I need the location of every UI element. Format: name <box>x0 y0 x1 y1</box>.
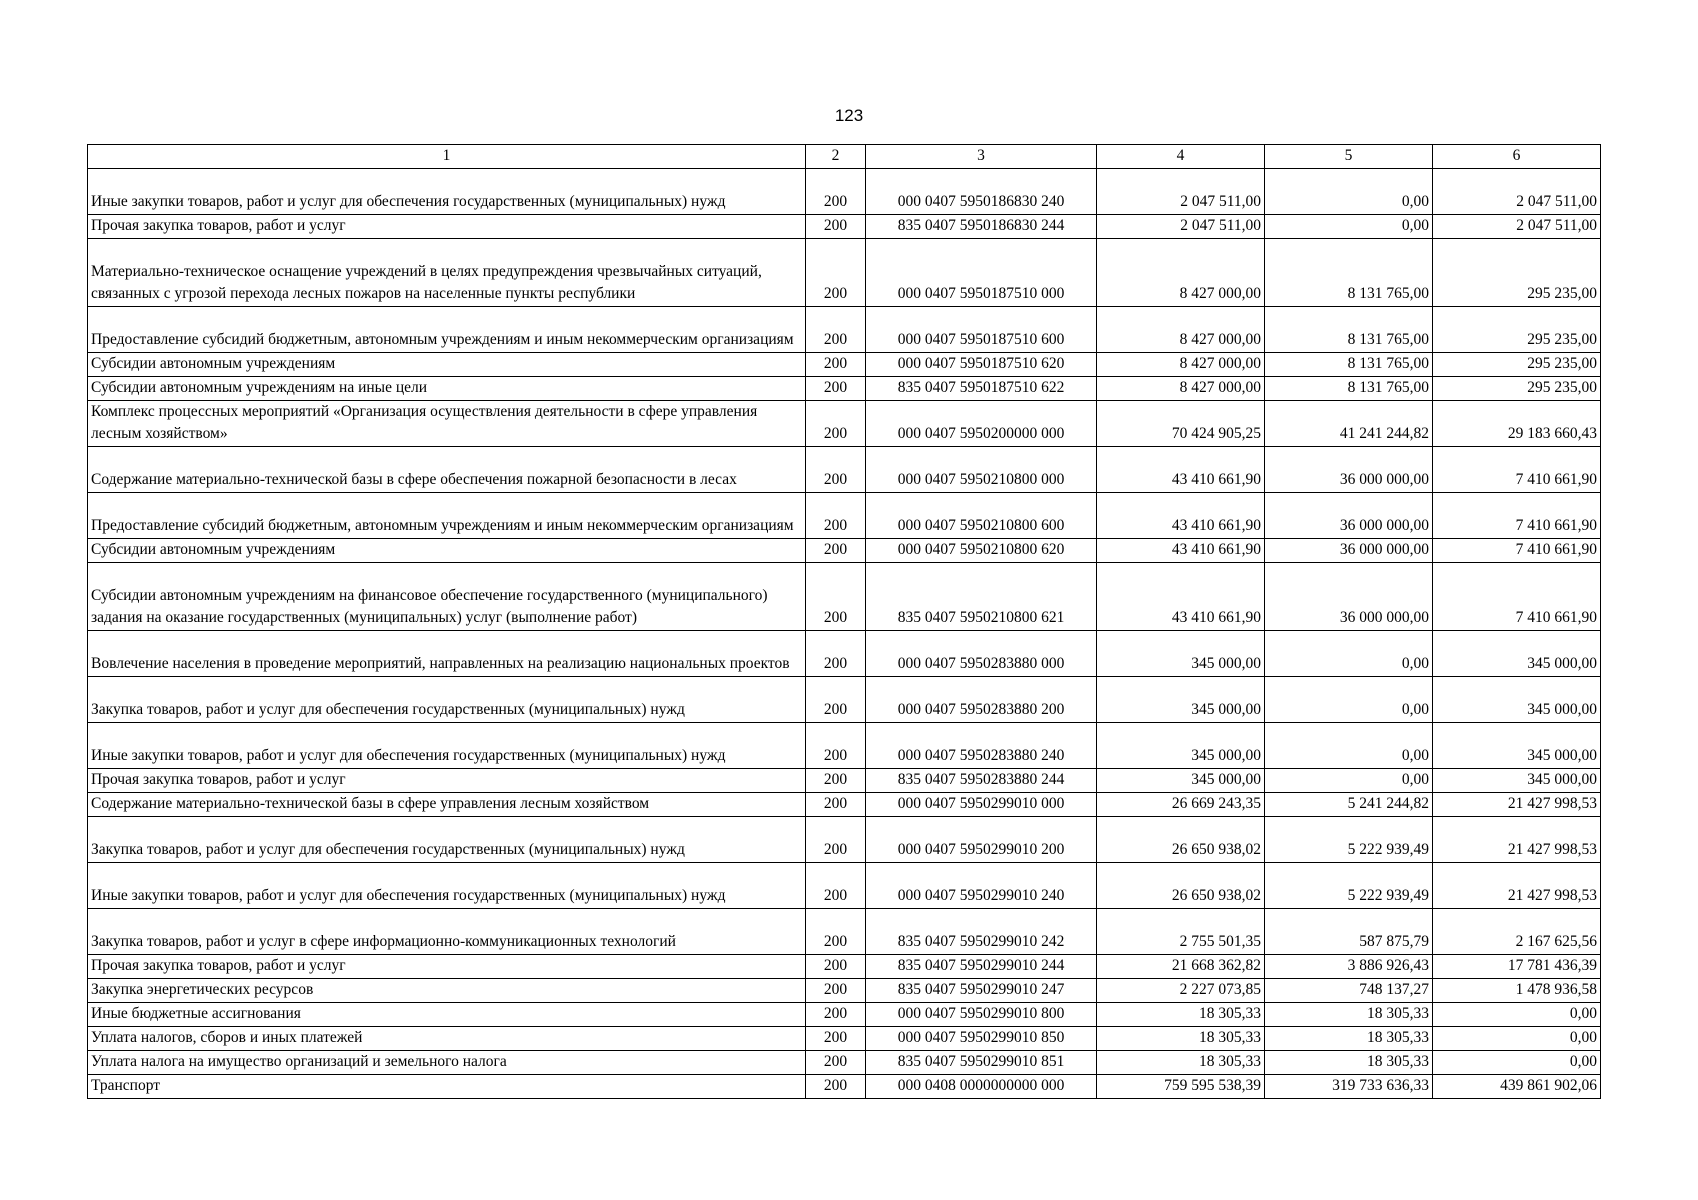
table-row <box>88 493 1601 539</box>
row-value-col6: 345 000,00 <box>1433 631 1601 677</box>
column-header-4: 4 <box>1097 145 1265 169</box>
row-value-col5: 18 305,33 <box>1265 1051 1433 1075</box>
table-row <box>88 631 1601 677</box>
row-code-cell: 200 <box>806 979 866 1003</box>
table-row <box>88 1003 1601 1027</box>
row-name-cell: Предоставление субсидий бюджетным, автономным учреждениям и иным некоммерческим организациям <box>88 307 806 353</box>
table-row <box>88 793 1601 817</box>
row-value-col6: 7 410 661,90 <box>1433 563 1601 631</box>
row-value-col4: 2 227 073,85 <box>1097 979 1265 1003</box>
row-value-col4: 21 668 362,82 <box>1097 955 1265 979</box>
row-kbk-cell: 835 0407 5950283880 244 <box>866 769 1097 793</box>
row-value-col6: 345 000,00 <box>1433 723 1601 769</box>
row-kbk-cell: 835 0407 5950299010 244 <box>866 955 1097 979</box>
row-value-col6: 439 861 902,06 <box>1433 1075 1601 1099</box>
row-code-cell: 200 <box>806 215 866 239</box>
row-value-col5: 3 886 926,43 <box>1265 955 1433 979</box>
row-name-cell: Закупка товаров, работ и услуг в сфере информационно-коммуникационных технологий <box>88 909 806 955</box>
row-name-cell: Уплата налогов, сборов и иных платежей <box>88 1027 806 1051</box>
row-value-col5: 36 000 000,00 <box>1265 539 1433 563</box>
row-kbk-cell: 835 0407 5950186830 244 <box>866 215 1097 239</box>
column-header-5: 5 <box>1265 145 1433 169</box>
row-name-cell: Закупка товаров, работ и услуг для обеспечения государственных (муниципальных) нужд <box>88 677 806 723</box>
row-value-col4: 43 410 661,90 <box>1097 493 1265 539</box>
table-row <box>88 979 1601 1003</box>
row-value-col4: 18 305,33 <box>1097 1051 1265 1075</box>
row-kbk-cell: 000 0407 5950187510 620 <box>866 353 1097 377</box>
table-row <box>88 563 1601 631</box>
table-row <box>88 169 1601 215</box>
row-value-col4: 43 410 661,90 <box>1097 563 1265 631</box>
row-kbk-cell: 000 0407 5950187510 000 <box>866 239 1097 307</box>
row-name-cell: Закупка товаров, работ и услуг для обеспечения государственных (муниципальных) нужд <box>88 817 806 863</box>
row-name-cell: Иные закупки товаров, работ и услуг для обеспечения государственных (муниципальных) нужд <box>88 863 806 909</box>
row-code-cell: 200 <box>806 769 866 793</box>
row-kbk-cell: 835 0407 5950210800 621 <box>866 563 1097 631</box>
table-row <box>88 377 1601 401</box>
row-code-cell: 200 <box>806 563 866 631</box>
row-name-cell: Уплата налога на имущество организаций и земельного налога <box>88 1051 806 1075</box>
row-value-col6: 295 235,00 <box>1433 307 1601 353</box>
row-value-col4: 18 305,33 <box>1097 1003 1265 1027</box>
table-row <box>88 239 1601 307</box>
table-row <box>88 401 1601 447</box>
row-kbk-cell: 000 0407 5950283880 240 <box>866 723 1097 769</box>
row-value-col4: 2 755 501,35 <box>1097 909 1265 955</box>
row-code-cell: 200 <box>806 307 866 353</box>
row-value-col5: 5 241 244,82 <box>1265 793 1433 817</box>
column-header-1: 1 <box>88 145 806 169</box>
row-code-cell: 200 <box>806 1003 866 1027</box>
row-code-cell: 200 <box>806 401 866 447</box>
table-row <box>88 769 1601 793</box>
column-header-3: 3 <box>866 145 1097 169</box>
column-header-6: 6 <box>1433 145 1601 169</box>
row-value-col4: 8 427 000,00 <box>1097 353 1265 377</box>
table-body <box>88 169 1601 1099</box>
row-name-cell: Вовлечение населения в проведение мероприятий, направленных на реализацию национальных проектов <box>88 631 806 677</box>
table-row <box>88 1051 1601 1075</box>
row-value-col6: 0,00 <box>1433 1003 1601 1027</box>
row-value-col4: 2 047 511,00 <box>1097 215 1265 239</box>
row-kbk-cell: 835 0407 5950187510 622 <box>866 377 1097 401</box>
row-value-col4: 26 650 938,02 <box>1097 863 1265 909</box>
row-code-cell: 200 <box>806 677 866 723</box>
row-code-cell: 200 <box>806 493 866 539</box>
row-value-col5: 18 305,33 <box>1265 1027 1433 1051</box>
row-value-col6: 21 427 998,53 <box>1433 817 1601 863</box>
row-kbk-cell: 000 0407 5950210800 620 <box>866 539 1097 563</box>
row-kbk-cell: 000 0407 5950187510 600 <box>866 307 1097 353</box>
row-value-col5: 5 222 939,49 <box>1265 863 1433 909</box>
row-name-cell: Субсидии автономным учреждениям <box>88 539 806 563</box>
row-value-col5: 587 875,79 <box>1265 909 1433 955</box>
row-value-col6: 17 781 436,39 <box>1433 955 1601 979</box>
table-row <box>88 1027 1601 1051</box>
row-value-col4: 8 427 000,00 <box>1097 377 1265 401</box>
row-value-col6: 295 235,00 <box>1433 353 1601 377</box>
table-row <box>88 817 1601 863</box>
row-code-cell: 200 <box>806 539 866 563</box>
row-value-col6: 345 000,00 <box>1433 769 1601 793</box>
budget-table <box>87 144 1601 1099</box>
table-row <box>88 723 1601 769</box>
row-kbk-cell: 000 0407 5950210800 000 <box>866 447 1097 493</box>
row-value-col4: 43 410 661,90 <box>1097 447 1265 493</box>
row-value-col5: 41 241 244,82 <box>1265 401 1433 447</box>
row-kbk-cell: 000 0407 5950186830 240 <box>866 169 1097 215</box>
row-kbk-cell: 000 0407 5950299010 850 <box>866 1027 1097 1051</box>
row-value-col5: 8 131 765,00 <box>1265 307 1433 353</box>
row-value-col6: 7 410 661,90 <box>1433 447 1601 493</box>
row-value-col6: 2 167 625,56 <box>1433 909 1601 955</box>
row-value-col4: 345 000,00 <box>1097 677 1265 723</box>
row-value-col4: 26 650 938,02 <box>1097 817 1265 863</box>
row-value-col6: 21 427 998,53 <box>1433 793 1601 817</box>
table-row <box>88 1075 1601 1099</box>
row-value-col5: 8 131 765,00 <box>1265 377 1433 401</box>
row-name-cell: Субсидии автономным учреждениям на иные цели <box>88 377 806 401</box>
row-name-cell: Иные бюджетные ассигнования <box>88 1003 806 1027</box>
table-row <box>88 215 1601 239</box>
row-kbk-cell: 000 0407 5950200000 000 <box>866 401 1097 447</box>
table-row <box>88 955 1601 979</box>
row-name-cell: Иные закупки товаров, работ и услуг для обеспечения государственных (муниципальных) нужд <box>88 169 806 215</box>
row-name-cell: Иные закупки товаров, работ и услуг для обеспечения государственных (муниципальных) нужд <box>88 723 806 769</box>
row-name-cell: Прочая закупка товаров, работ и услуг <box>88 955 806 979</box>
row-kbk-cell: 000 0407 5950299010 200 <box>866 817 1097 863</box>
row-kbk-cell: 000 0407 5950299010 800 <box>866 1003 1097 1027</box>
row-name-cell: Субсидии автономным учреждениям <box>88 353 806 377</box>
row-code-cell: 200 <box>806 169 866 215</box>
row-code-cell: 200 <box>806 1027 866 1051</box>
row-name-cell: Транспорт <box>88 1075 806 1099</box>
row-value-col5: 748 137,27 <box>1265 979 1433 1003</box>
row-value-col6: 2 047 511,00 <box>1433 215 1601 239</box>
row-kbk-cell: 000 0407 5950283880 000 <box>866 631 1097 677</box>
table-row <box>88 307 1601 353</box>
row-value-col4: 8 427 000,00 <box>1097 239 1265 307</box>
row-value-col6: 29 183 660,43 <box>1433 401 1601 447</box>
row-name-cell: Предоставление субсидий бюджетным, автономным учреждениям и иным некоммерческим организациям <box>88 493 806 539</box>
table-row <box>88 863 1601 909</box>
row-value-col5: 5 222 939,49 <box>1265 817 1433 863</box>
row-value-col6: 21 427 998,53 <box>1433 863 1601 909</box>
row-value-col4: 2 047 511,00 <box>1097 169 1265 215</box>
table-row <box>88 447 1601 493</box>
row-value-col5: 0,00 <box>1265 723 1433 769</box>
row-name-cell: Содержание материально-технической базы в сфере обеспечения пожарной безопасности в лесах <box>88 447 806 493</box>
row-value-col5: 0,00 <box>1265 169 1433 215</box>
row-value-col4: 345 000,00 <box>1097 769 1265 793</box>
row-code-cell: 200 <box>806 447 866 493</box>
row-value-col5: 18 305,33 <box>1265 1003 1433 1027</box>
row-name-cell: Закупка энергетических ресурсов <box>88 979 806 1003</box>
row-value-col6: 7 410 661,90 <box>1433 493 1601 539</box>
row-value-col5: 36 000 000,00 <box>1265 493 1433 539</box>
row-code-cell: 200 <box>806 863 866 909</box>
row-value-col4: 759 595 538,39 <box>1097 1075 1265 1099</box>
row-value-col6: 295 235,00 <box>1433 377 1601 401</box>
row-code-cell: 200 <box>806 909 866 955</box>
row-kbk-cell: 835 0407 5950299010 247 <box>866 979 1097 1003</box>
row-code-cell: 200 <box>806 1075 866 1099</box>
row-value-col5: 36 000 000,00 <box>1265 563 1433 631</box>
row-name-cell: Субсидии автономным учреждениям на финансовое обеспечение государственного (муниципального) задания на оказание государственных (муниципальных) услуг (выполнение работ) <box>88 563 806 631</box>
row-value-col5: 36 000 000,00 <box>1265 447 1433 493</box>
row-kbk-cell: 000 0407 5950299010 000 <box>866 793 1097 817</box>
row-value-col6: 0,00 <box>1433 1027 1601 1051</box>
column-header-2: 2 <box>806 145 866 169</box>
row-value-col6: 7 410 661,90 <box>1433 539 1601 563</box>
row-code-cell: 200 <box>806 353 866 377</box>
row-value-col4: 345 000,00 <box>1097 631 1265 677</box>
row-value-col5: 319 733 636,33 <box>1265 1075 1433 1099</box>
row-name-cell: Материально-техническое оснащение учреждений в целях предупреждения чрезвычайных ситуаций, связанных с угрозой перехода лесных пожаров на населенные пункты республики <box>88 239 806 307</box>
row-code-cell: 200 <box>806 631 866 677</box>
row-value-col5: 0,00 <box>1265 769 1433 793</box>
row-kbk-cell: 000 0408 0000000000 000 <box>866 1075 1097 1099</box>
row-value-col4: 70 424 905,25 <box>1097 401 1265 447</box>
row-value-col4: 18 305,33 <box>1097 1027 1265 1051</box>
row-kbk-cell: 000 0407 5950210800 600 <box>866 493 1097 539</box>
row-kbk-cell: 835 0407 5950299010 242 <box>866 909 1097 955</box>
row-name-cell: Прочая закупка товаров, работ и услуг <box>88 769 806 793</box>
row-code-cell: 200 <box>806 239 866 307</box>
row-name-cell: Содержание материально-технической базы в сфере управления лесным хозяйством <box>88 793 806 817</box>
row-name-cell: Комплекс процессных мероприятий «Организация осуществления деятельности в сфере управления лесным хозяйством» <box>88 401 806 447</box>
row-code-cell: 200 <box>806 723 866 769</box>
row-value-col6: 345 000,00 <box>1433 677 1601 723</box>
table-row <box>88 539 1601 563</box>
row-code-cell: 200 <box>806 817 866 863</box>
row-value-col6: 1 478 936,58 <box>1433 979 1601 1003</box>
row-name-cell: Прочая закупка товаров, работ и услуг <box>88 215 806 239</box>
row-code-cell: 200 <box>806 793 866 817</box>
row-code-cell: 200 <box>806 1051 866 1075</box>
row-value-col5: 8 131 765,00 <box>1265 353 1433 377</box>
row-value-col6: 295 235,00 <box>1433 239 1601 307</box>
row-value-col4: 8 427 000,00 <box>1097 307 1265 353</box>
header-row <box>88 145 1601 169</box>
row-value-col5: 0,00 <box>1265 677 1433 723</box>
row-value-col5: 0,00 <box>1265 631 1433 677</box>
row-value-col4: 43 410 661,90 <box>1097 539 1265 563</box>
row-value-col6: 2 047 511,00 <box>1433 169 1601 215</box>
table-row <box>88 909 1601 955</box>
table-row <box>88 677 1601 723</box>
row-kbk-cell: 000 0407 5950283880 200 <box>866 677 1097 723</box>
row-code-cell: 200 <box>806 377 866 401</box>
row-value-col6: 0,00 <box>1433 1051 1601 1075</box>
row-value-col4: 26 669 243,35 <box>1097 793 1265 817</box>
row-code-cell: 200 <box>806 955 866 979</box>
row-value-col5: 8 131 765,00 <box>1265 239 1433 307</box>
page-number: 123 <box>834 106 864 125</box>
table-row <box>88 353 1601 377</box>
row-value-col4: 345 000,00 <box>1097 723 1265 769</box>
row-value-col5: 0,00 <box>1265 215 1433 239</box>
row-kbk-cell: 835 0407 5950299010 851 <box>866 1051 1097 1075</box>
row-kbk-cell: 000 0407 5950299010 240 <box>866 863 1097 909</box>
